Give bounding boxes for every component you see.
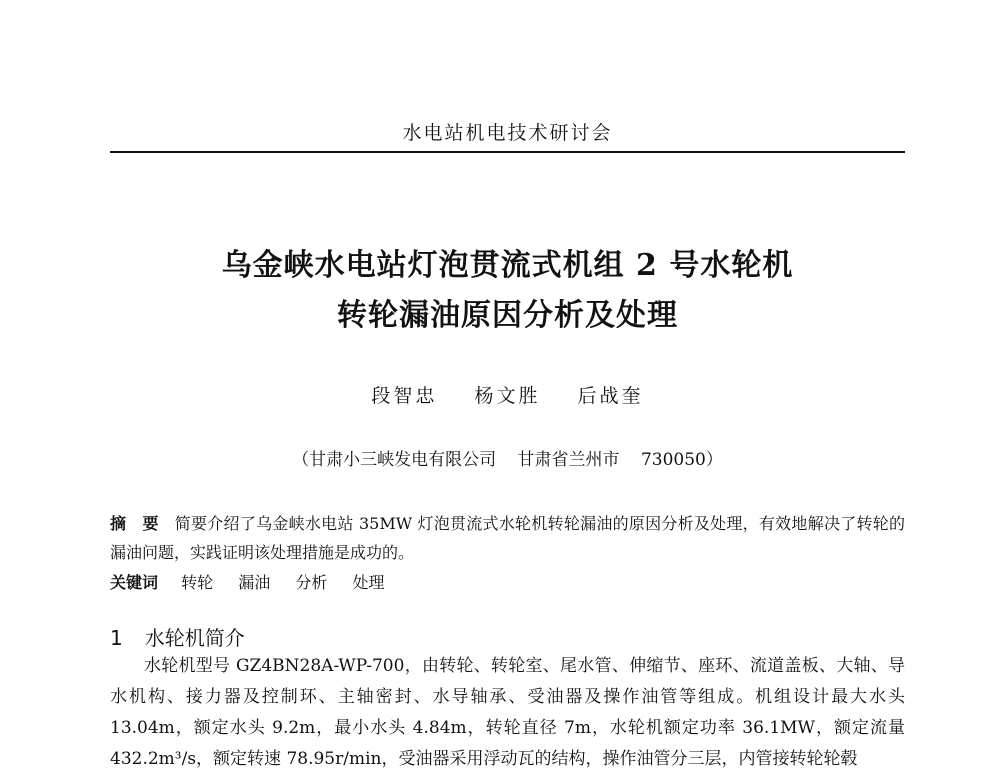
author-name: 段智忠 bbox=[371, 385, 438, 407]
paper-title-line-1: 乌金峡水电站灯泡贯流式机组 2 号水轮机 bbox=[221, 248, 794, 283]
header-rule bbox=[110, 151, 905, 153]
affiliation-location: 甘肃省兰州市 bbox=[517, 450, 620, 470]
paper-title-line-2: 转轮漏油原因分析及处理 bbox=[337, 298, 678, 333]
keywords-label: 关键词 bbox=[110, 573, 159, 592]
author-list bbox=[110, 381, 905, 408]
author-name: 后战奎 bbox=[577, 385, 644, 407]
affiliation bbox=[110, 445, 905, 470]
abstract-label: 摘 要 bbox=[110, 514, 159, 533]
keyword: 漏油 bbox=[238, 573, 271, 592]
keyword: 转轮 bbox=[181, 573, 214, 592]
section-title: 水轮机简介 bbox=[144, 626, 245, 650]
keyword: 处理 bbox=[352, 573, 385, 592]
section-heading bbox=[110, 622, 905, 651]
abstract-text: 简要介绍了乌金峡水电站 35MW 灯泡贯流式水轮机转轮漏油的原因分析及处理，有效地解决了转轮的漏油问题，实践证明该处理措施是成功的。 bbox=[110, 514, 905, 562]
section-number: 1 bbox=[110, 626, 123, 650]
keyword: 分析 bbox=[295, 573, 328, 592]
keywords bbox=[110, 570, 905, 593]
running-header: 水电站机电技术研讨会 bbox=[402, 122, 613, 144]
abstract bbox=[110, 509, 905, 567]
author-name: 杨文胜 bbox=[474, 385, 541, 407]
section-paragraph: 水轮机型号 GZ4BN28A-WP-700，由转轮、转轮室、尾水管、伸缩节、座环、流道盖板、大轴、导水机构、接力器及控制环、主轴密封、水导轴承、受油器及操作油管等组成。机组设计最大水头 13.04m，额定水头 9.2m，最小水头 4.84m，转轮直径 7m，水轮机额定功率 36.1MW，额定流量 432.2m³/s，额定转速 78.95r/min，受油器采用浮动瓦的结构，操作油管分三层，内管接转轮轮毂 bbox=[110, 656, 905, 769]
affiliation-company: （甘肃小三峡发电有限公司 bbox=[292, 450, 497, 470]
affiliation-postcode: 730050） bbox=[640, 450, 723, 470]
